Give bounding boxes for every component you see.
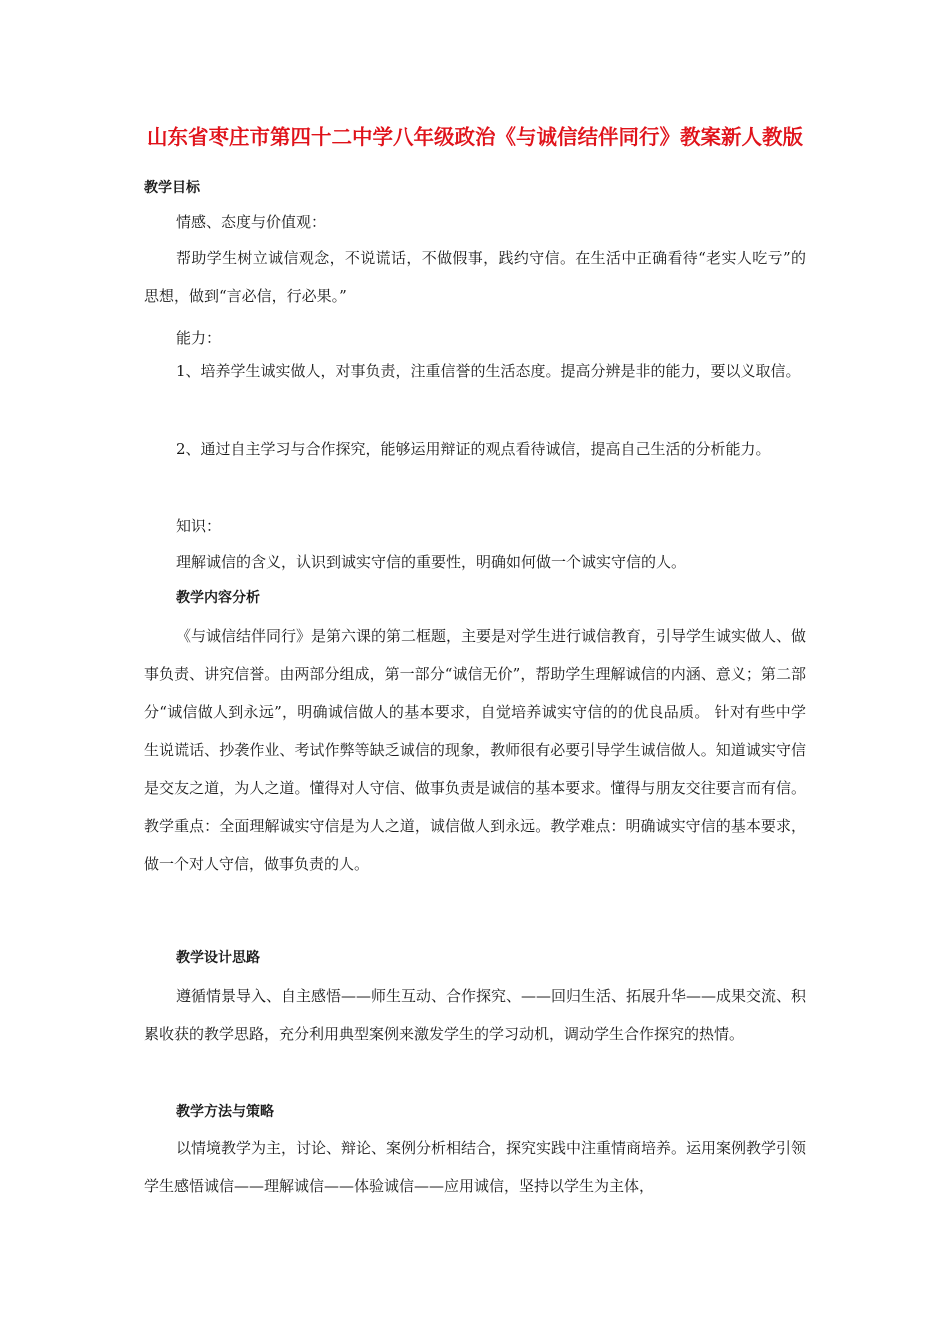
section-heading-content-analysis: 教学内容分析 — [176, 590, 260, 606]
document-title: 山东省枣庄市第四十二中学八年级政治《与诚信结伴同行》教案新人教版 — [147, 125, 803, 149]
section-heading-methods-strategies: 教学方法与策略 — [176, 1104, 274, 1120]
paragraph: 能力： — [176, 329, 222, 347]
paragraph: 2、通过自主学习与合作探究，能够运用辩证的观点看待诚信，提高自己生活的分析能力。 — [176, 440, 771, 458]
paragraph: 知识： — [176, 517, 222, 535]
section-heading-design-approach: 教学设计思路 — [176, 950, 260, 966]
paragraph: 情感、态度与价值观： — [176, 213, 327, 231]
paragraph: 理解诚信的含义，认识到诚实守信的重要性，明确如何做一个诚实守信的人。 — [176, 553, 687, 571]
paragraph: 帮助学生树立诚信观念，不说谎话，不做假事，践约守信。在生活中正确看待“老实人吃亏”的思想，做到“言必信，行必果。” — [144, 249, 806, 305]
paragraph: 《与诚信结伴同行》是第六课的第二框题，主要是对学生进行诚信教育，引导学生诚实做人、做事负责、讲究信誉。由两部分组成，第一部分“诚信无价”，帮助学生理解诚信的内涵、意义；第二部分“诚信做人到永远”，明确诚信做人的基本要求，自觉培养诚实守信的的优良品质。 针对有些中学生说谎话、抄袭作业、考试作弊等缺乏诚信的现象，教师很有必要引导学生诚信做人。知道诚实守信是交友之道，为人之道。懂得对人守信、做事负责是诚信的基本要求。懂得与朋友交往要言而有信。教学重点：全面理解诚实守信是为人之道，诚信做人到永远。教学难点：明确诚实守信的基本要求，做一个对人守信，做事负责的人。 — [144, 627, 807, 873]
paragraph: 1、培养学生诚实做人，对事负责，注重信誉的生活态度。提高分辨是非的能力，要以义取信。 — [176, 362, 801, 380]
paragraph: 以情境教学为主，讨论、辩论、案例分析相结合，探究实践中注重情商培养。运用案例教学引领学生感悟诚信——理解诚信——体验诚信——应用诚信，坚持以学生为主体， — [144, 1139, 807, 1195]
section-heading-teaching-goals: 教学目标 — [144, 180, 200, 196]
paragraph: 遵循情景导入、自主感悟——师生互动、合作探究、——回归生活、拓展升华——成果交流、积累收获的教学思路，充分利用典型案例来激发学生的学习动机，调动学生合作探究的热情。 — [144, 987, 807, 1043]
